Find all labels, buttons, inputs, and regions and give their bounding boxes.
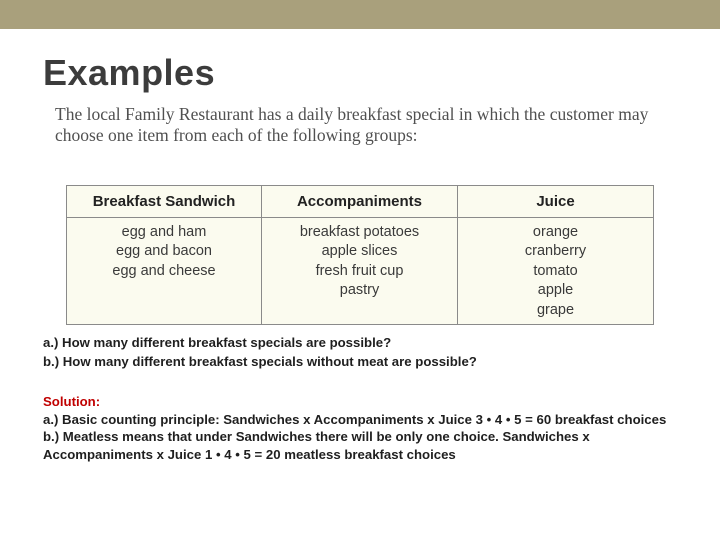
menu-item: apple slices: [321, 243, 398, 260]
solution-heading: Solution:: [43, 394, 101, 409]
column-header: Accompaniments: [296, 193, 423, 210]
column-accompaniments: [262, 186, 458, 324]
question-b: b.) How many different breakfast specials without meat are possible?: [43, 353, 477, 369]
solution-b: b.) Meatless means that under Sandwiches there will be only one choice. Sandwiches x Accompaniments x Juice 1 • 4 • 5 = 20 meatless breakfast choices: [43, 429, 590, 462]
solution-a: a.) Basic counting principle: Sandwiches x Accompaniments x Juice 3 • 4 • 5 = 60 breakfast choices: [43, 411, 667, 427]
menu-item: egg and bacon: [116, 243, 212, 260]
menu-item: pastry: [339, 282, 380, 299]
menu-item: cranberry: [524, 243, 587, 260]
menu-item: egg and ham: [121, 224, 207, 240]
column-header: Juice: [536, 193, 575, 210]
questions-block: [43, 334, 683, 371]
solution-block: [43, 393, 683, 463]
slide-title: Examples: [43, 52, 216, 93]
menu-item: egg and cheese: [112, 262, 216, 279]
column-items: [67, 217, 261, 281]
column-items: [262, 217, 457, 301]
column-breakfast-sandwich: [67, 186, 262, 324]
intro-text: The local Family Restaurant has a daily breakfast special in which the customer may choose one item from each of the following groups:: [55, 104, 649, 145]
column-items: [458, 217, 653, 320]
column-juice: [458, 186, 653, 324]
menu-item: breakfast potatoes: [299, 224, 420, 240]
question-a: a.) How many different breakfast specials are possible?: [43, 335, 392, 350]
menu-item: fresh fruit cup: [315, 262, 404, 279]
top-accent-bar: [0, 0, 720, 29]
menu-item: orange: [532, 224, 579, 240]
column-header: Breakfast Sandwich: [92, 193, 236, 210]
menu-item: apple: [537, 282, 574, 299]
breakfast-menu-table: [66, 185, 654, 325]
menu-item: grape: [536, 301, 575, 318]
menu-item: tomato: [533, 262, 578, 279]
